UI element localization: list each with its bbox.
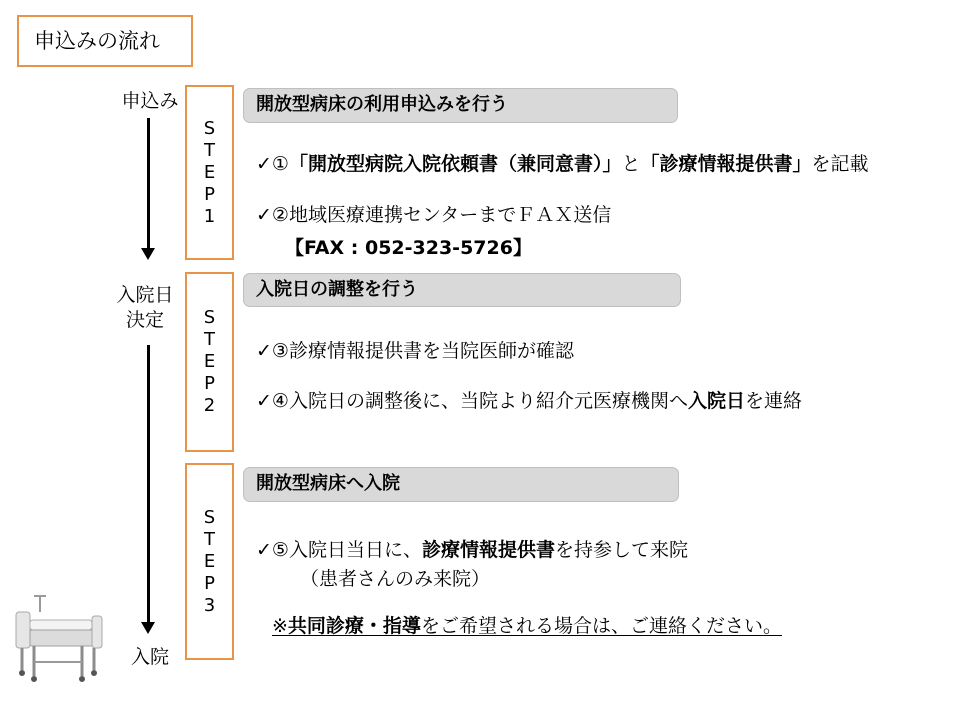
step-1-item-1-mid: と (621, 153, 641, 175)
step-3-note-bold: 共同診療・指導 (287, 615, 421, 637)
step-1-item-1-prefix: ① (271, 153, 289, 175)
timeline-arrow-1-line (147, 118, 150, 250)
step-2-item-1-text: ③診療情報提供書を当院医師が確認 (271, 340, 574, 362)
step-3-header: 開放型病床へ入院 (243, 467, 679, 502)
step-1-item-1-bold-1: 「開放型病院入院依頼書（兼同意書）」 (288, 153, 622, 175)
step-3-note-prefix: ※ (272, 615, 288, 637)
check-icon: ✓ (256, 204, 272, 226)
step-1-header: 開放型病床の利用申込みを行う (243, 88, 678, 123)
step-3-item-1-sub: （患者さんのみ来院） (300, 568, 491, 590)
step-2-item-1 (256, 336, 574, 363)
step-3-item-1 (256, 535, 688, 562)
step-1-item-2-text: ②地域医療連携センターまでＦＡＸ送信 (271, 204, 612, 226)
step-3-item-1-bold: 診療情報提供書 (421, 539, 555, 561)
timeline-middle-label-line2: 決定 (125, 309, 164, 331)
step-3-item-1-suffix: を持参して来院 (554, 539, 688, 561)
step-2-item-2-suffix: を連絡 (744, 390, 802, 412)
timeline-middle-label-line1: 入院日 (116, 284, 174, 306)
hospital-bed-icon (8, 590, 108, 685)
step-3-label: STEP3 (199, 506, 220, 617)
timeline-start-label: 申込み (121, 90, 179, 112)
step-3-note-suffix: をご希望される場合は、ご連絡ください。 (420, 615, 782, 637)
step-2-box (185, 272, 234, 452)
check-icon: ✓ (256, 539, 272, 561)
check-icon: ✓ (256, 153, 272, 175)
step-1-box (185, 85, 234, 260)
timeline-end-label: 入院 (130, 646, 169, 668)
step-3-note (272, 611, 782, 638)
step-2-item-2-prefix: ④入院日の調整後に、当院より紹介元医療機関へ (271, 390, 688, 412)
timeline-arrow-2-head (141, 622, 155, 634)
step-1-item-1 (256, 149, 869, 176)
step-3-item-1-prefix: ⑤入院日当日に、 (271, 539, 422, 561)
step-2-item-2-bold: 入院日 (687, 390, 745, 412)
step-1-label: STEP1 (199, 117, 220, 228)
step-2-label: STEP2 (199, 307, 220, 417)
step-3-box (185, 463, 234, 660)
check-icon: ✓ (256, 390, 272, 412)
timeline-middle-label (100, 283, 190, 333)
check-icon: ✓ (256, 340, 272, 362)
timeline-arrow-2-line (147, 345, 150, 623)
step-2-item-2 (256, 386, 802, 413)
page-title: 申込みの流れ (17, 15, 193, 67)
step-1-item-1-bold-2: 「診療情報提供書」 (640, 153, 812, 175)
timeline-arrow-1-head (141, 248, 155, 260)
fax-number: 【FAX : 052-323-5726】 (285, 237, 532, 259)
step-1-item-1-suffix: を記載 (811, 153, 869, 175)
step-2-header: 入院日の調整を行う (243, 273, 681, 307)
step-1-item-2 (256, 200, 611, 227)
